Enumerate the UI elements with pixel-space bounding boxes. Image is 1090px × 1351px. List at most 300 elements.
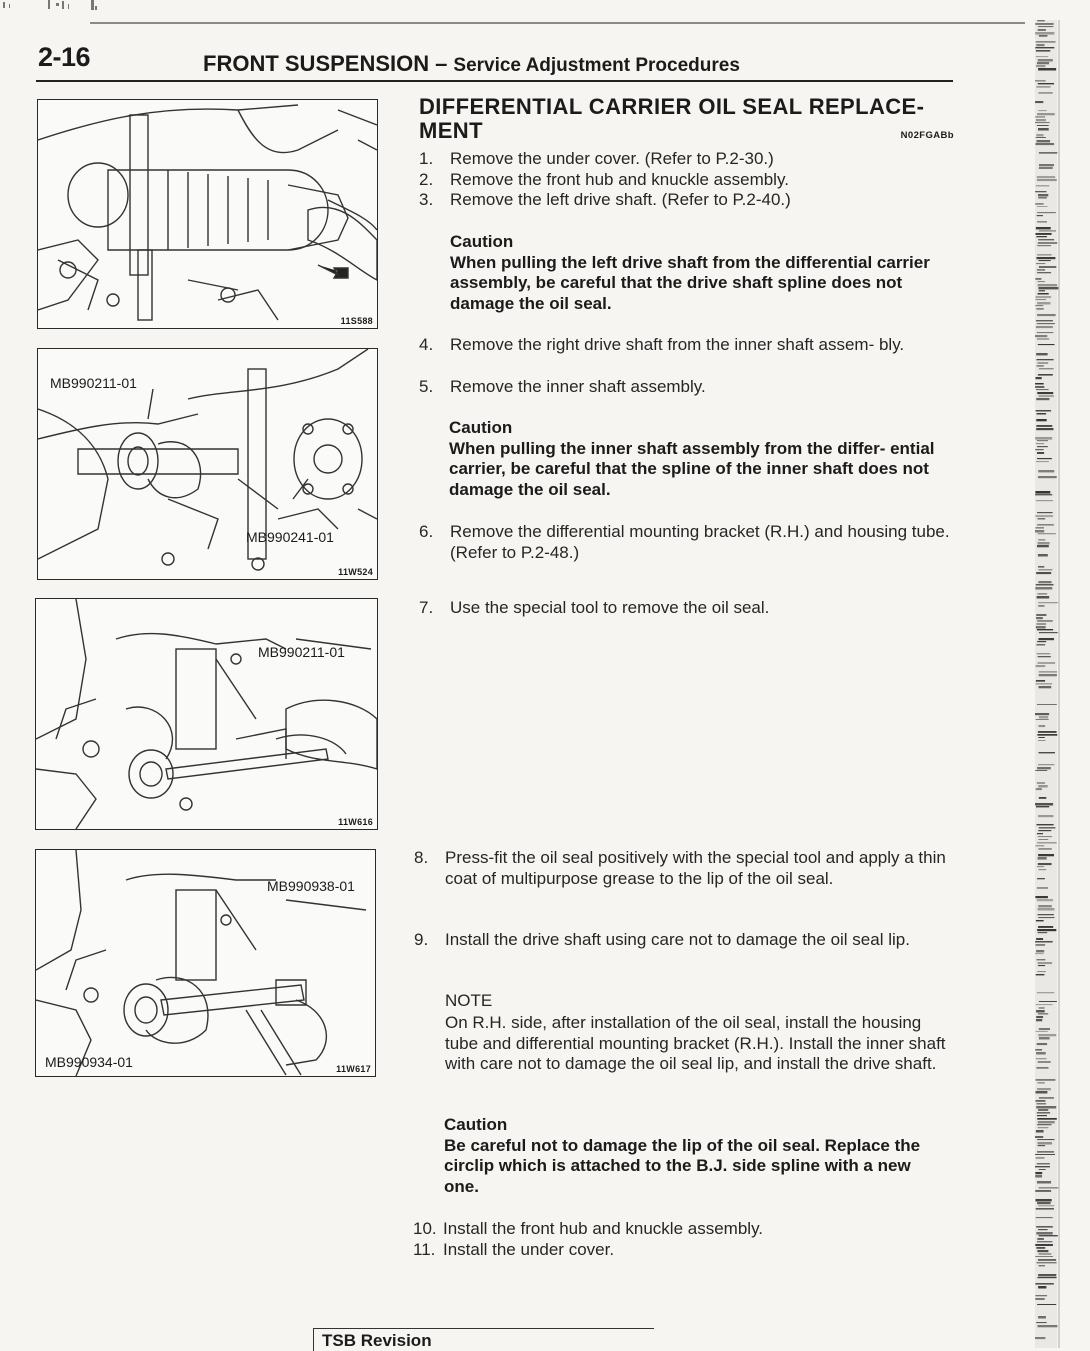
- scan-stripe: [1036, 944, 1046, 946]
- scan-stripe: [1037, 1151, 1054, 1153]
- step-number: 1.: [419, 149, 434, 168]
- figure-code: 11W616: [338, 817, 373, 827]
- figure-oil-seal-installation: [35, 849, 376, 1077]
- step-number: 2.: [419, 170, 434, 189]
- scan-stripe: [1038, 59, 1053, 62]
- figure-code: 11W524: [338, 567, 373, 577]
- scan-stripe: [1037, 413, 1047, 415]
- scan-stripe: [1036, 461, 1049, 462]
- scan-stripe: [1037, 992, 1054, 993]
- scan-stripe: [1036, 377, 1042, 379]
- scan-stripe: [1037, 620, 1053, 622]
- scan-stripe: [1037, 833, 1043, 834]
- scan-stripe: [1036, 683, 1053, 685]
- scan-stripe: [1038, 764, 1054, 765]
- scan-stripe: [1035, 530, 1044, 533]
- scan-stripe: [1037, 704, 1057, 705]
- caution-text: Be careful not to damage the lip of the oil seal. Replace the circlip which is attached to the B.J. side spline with a new one.: [444, 1135, 921, 1196]
- step-text: Remove the left drive shaft. (Refer to P.2-40.): [450, 190, 791, 209]
- scan-stripe: [1036, 398, 1049, 400]
- scan-stripe: [1037, 842, 1057, 844]
- scan-stripe: [1039, 395, 1054, 397]
- scan-stripe: [1038, 1121, 1055, 1123]
- scan-stripe: [1036, 1031, 1048, 1032]
- step-item: [419, 598, 953, 619]
- scan-stripe: [1036, 86, 1050, 88]
- scan-stripe: [1036, 626, 1046, 629]
- scan-stripe: [1037, 206, 1048, 207]
- page-number: 2-16: [38, 42, 91, 72]
- scan-stripe: [1038, 539, 1045, 541]
- scan-stripe: [1038, 815, 1053, 817]
- scan-stripe: [1036, 500, 1053, 501]
- page-header: [203, 51, 740, 77]
- scan-stripe: [1037, 272, 1051, 273]
- step-text: Install the under cover.: [443, 1240, 615, 1259]
- scan-stripe: [1039, 1169, 1046, 1170]
- scan-stripe: [1035, 449, 1043, 450]
- figure-drive-shaft-removal: [37, 99, 378, 329]
- scan-stripe: [1037, 269, 1045, 271]
- scan-stripe: [1036, 644, 1045, 646]
- scan-stripe: [1038, 476, 1057, 478]
- scan-stripe: [1038, 110, 1046, 111]
- scan-stripe: [1035, 305, 1043, 306]
- scan-stripe: [1036, 44, 1044, 46]
- scan-stripe: [1035, 335, 1047, 337]
- scan-stripe: [1036, 938, 1043, 940]
- scan-stripe: [1035, 1175, 1042, 1178]
- scan-stripe: [1036, 119, 1046, 121]
- scan-stripe: [1039, 686, 1052, 688]
- scan-stripe: [1038, 602, 1058, 603]
- scan-stripe: [1038, 962, 1053, 964]
- tool-label-mb990938: MB990938-01: [267, 878, 355, 894]
- scan-stripe: [1035, 386, 1044, 388]
- scan-stripe: [1037, 362, 1048, 364]
- scan-stripe: [1036, 1157, 1045, 1159]
- scan-stripe: [1036, 227, 1051, 229]
- scan-stripe: [1039, 674, 1057, 676]
- scan-stripe: [1038, 194, 1048, 197]
- scan-stripe: [1039, 827, 1056, 829]
- scan-stripe: [1036, 320, 1053, 321]
- caution-title: Caution: [449, 418, 513, 437]
- scan-stripe: [1038, 905, 1052, 907]
- figure-code: 11W617: [336, 1064, 371, 1074]
- scan-stripe: [1038, 965, 1045, 966]
- scan-stripe: [1035, 23, 1053, 25]
- scan-stripe: [1036, 1019, 1042, 1021]
- scan-stripe: [1038, 863, 1052, 865]
- scan-stripe: [1037, 392, 1053, 394]
- scan-stripe: [1037, 446, 1048, 447]
- scan-stripe: [1037, 452, 1044, 454]
- scan-stripe: [1037, 971, 1046, 972]
- scan-stripe: [1039, 1001, 1057, 1002]
- scan-stripe: [1038, 239, 1054, 240]
- scan-stripe: [1036, 236, 1047, 237]
- scan-stripe: [1038, 854, 1054, 856]
- scan-stripe: [1039, 1253, 1052, 1255]
- step-item: [419, 377, 953, 398]
- scan-stripe: [1037, 1262, 1057, 1263]
- scan-stripe: [1035, 1256, 1053, 1257]
- caution-text: When pulling the left drive shaft from the differential carrier assembly, be careful that the drive shaft spline does not damage the oil seal.: [450, 252, 930, 313]
- scan-stripe: [1039, 92, 1053, 94]
- scan-stripe: [1037, 338, 1049, 340]
- step-number: 5.: [419, 377, 434, 396]
- tool-label-mb990241: MB990241-01: [246, 529, 334, 545]
- drive-shaft-illustration: [38, 100, 377, 328]
- scan-stripe: [1038, 914, 1054, 915]
- scan-stripe: [1035, 1298, 1044, 1300]
- scan-stripe: [1037, 653, 1051, 654]
- scan-stripe: [1037, 254, 1052, 256]
- figure-oil-seal-removal: [35, 598, 378, 830]
- scan-stripe: [1036, 1232, 1052, 1235]
- scan-stripe: [1038, 848, 1051, 850]
- scan-stripe: [1038, 1061, 1051, 1063]
- scan-stripe: [1037, 1250, 1048, 1252]
- scan-stripe: [1037, 524, 1054, 526]
- scan-stripe: [1037, 1139, 1054, 1140]
- scan-stripe: [1038, 1286, 1046, 1289]
- scan-stripe: [1039, 164, 1054, 166]
- scan-stripe: [1036, 65, 1045, 67]
- scan-stripe: [1037, 125, 1049, 126]
- scan-stripe: [1036, 425, 1052, 427]
- scan-stripe: [1038, 605, 1044, 607]
- scan-stripe: [1037, 221, 1047, 223]
- scan-stripe: [1038, 533, 1056, 534]
- step-item: [419, 335, 953, 356]
- scan-stripe: [1037, 257, 1056, 259]
- scan-stripe: [1035, 494, 1052, 495]
- scan-stripe: [1035, 1154, 1055, 1155]
- scan-stripe: [1035, 122, 1050, 123]
- caution-title: Caution: [450, 232, 514, 251]
- scan-stripe: [1036, 584, 1054, 586]
- step-text: Remove the front hub and knuckle assembly.: [450, 170, 789, 189]
- step-number: 8.: [414, 848, 429, 867]
- scan-stripe: [1038, 284, 1058, 286]
- scan-stripe: [1037, 623, 1047, 625]
- step-item: [419, 522, 953, 563]
- scan-stripe: [1038, 836, 1052, 837]
- scan-stripe: [1037, 641, 1046, 642]
- scan-stripe: [1037, 887, 1048, 889]
- step-number: 3.: [419, 190, 434, 209]
- section-subtitle: Service Adjustment Procedures: [453, 55, 740, 76]
- scan-stripe: [1035, 491, 1050, 494]
- scan-stripe: [1036, 950, 1044, 952]
- step-text: Install the drive shaft using care not to damage the oil seal lip.: [445, 930, 910, 949]
- scan-stripe: [1035, 1337, 1045, 1339]
- scan-stripe: [1039, 1265, 1045, 1266]
- scan-stripe: [1035, 1295, 1047, 1296]
- tsb-revision-label: TSB Revision: [322, 1331, 432, 1350]
- step-text: Remove the differential mounting bracket (R.H.) and housing tube. (Refer to P.2-48.): [450, 522, 950, 562]
- scan-stripe: [1035, 1283, 1053, 1285]
- scan-stripe: [1037, 314, 1056, 316]
- step-number: 10.: [413, 1219, 437, 1238]
- scan-stripe: [1037, 1112, 1050, 1114]
- scan-stripe: [1037, 929, 1056, 931]
- scan-stripe: [1037, 782, 1045, 784]
- scan-stripe: [1035, 713, 1049, 715]
- scan-stripe: [1035, 803, 1053, 806]
- scan-stripe: [1039, 230, 1056, 232]
- chapter-title: FRONT SUSPENSION: [203, 51, 430, 76]
- header-separator: –: [435, 51, 448, 76]
- scan-stripe: [1038, 1316, 1046, 1319]
- scan-stripe: [1037, 1124, 1051, 1125]
- scan-stripe: [1036, 1208, 1054, 1210]
- scan-stripe: [1038, 662, 1056, 664]
- scan-stripe: [1036, 665, 1046, 667]
- scan-stripe: [1035, 203, 1043, 205]
- scan-stripe: [1035, 101, 1043, 103]
- scan-edge-strip: [1035, 20, 1090, 1348]
- scan-stripe: [1036, 845, 1045, 847]
- step-number: 7.: [419, 598, 434, 617]
- scan-stripe: [1036, 1100, 1046, 1102]
- scan-stripe: [1037, 512, 1053, 513]
- scan-stripe: [1038, 1274, 1056, 1276]
- scan-stripe: [1038, 197, 1047, 199]
- scan-stripe: [1035, 1136, 1043, 1138]
- scan-stripe: [1038, 1013, 1048, 1015]
- step-item: [414, 930, 948, 951]
- scan-stripe: [1039, 671, 1057, 673]
- step-text: Use the special tool to remove the oil seal.: [450, 598, 770, 617]
- scan-stripe: [1036, 1004, 1053, 1005]
- scan-stripe: [1038, 593, 1048, 595]
- figure-code: 11S588: [340, 316, 373, 326]
- scan-stripe: [1035, 1190, 1051, 1192]
- scan-stripe: [1036, 41, 1056, 43]
- scan-stripe: [1038, 68, 1056, 71]
- scan-stripe: [1036, 428, 1053, 430]
- scan-stripe: [1036, 296, 1052, 298]
- note-text: On R.H. side, after installation of the oil seal, install the housing tube and differential mounting bracket (R.H.). Install the inner shaft with care not to damage the oil seal lip, and install the drive shaft.: [445, 1013, 946, 1073]
- caution-block: [444, 1115, 948, 1197]
- scan-stripe: [1035, 278, 1041, 280]
- scan-stripe: [1038, 1259, 1056, 1261]
- scan-stripe: [1039, 1007, 1045, 1009]
- tool-label-mb990211: MB990211-01: [50, 375, 137, 391]
- scan-stripe: [1038, 908, 1055, 911]
- step-text: Install the front hub and knuckle assembly.: [443, 1219, 764, 1238]
- scan-stripe: [1039, 797, 1047, 799]
- scan-stripe: [1039, 632, 1058, 633]
- scan-stripe: [1038, 839, 1048, 840]
- scan-stripe: [1036, 680, 1045, 682]
- scan-stripe: [1036, 1067, 1048, 1069]
- scan-stripe: [1038, 656, 1051, 657]
- scan-stripe: [1035, 587, 1052, 590]
- scan-stripe: [1038, 242, 1058, 244]
- scan-stripe: [1038, 926, 1053, 928]
- scan-stripe: [1038, 830, 1051, 831]
- scan-stripe: [1036, 443, 1044, 444]
- tool-label-mb990934: MB990934-01: [45, 1054, 133, 1070]
- scan-stripe: [1038, 581, 1051, 583]
- scan-stripe: [1036, 185, 1049, 187]
- scan-stripe: [1037, 62, 1049, 64]
- scan-stripe: [1036, 410, 1051, 412]
- step-text: Remove the right drive shaft from the inner shaft assem- bly.: [450, 335, 905, 354]
- section-code: N02FGABb: [900, 130, 954, 141]
- scan-stripe: [1036, 920, 1044, 921]
- scan-stripe: [1036, 515, 1053, 517]
- scan-stripe: [1038, 554, 1048, 557]
- scan-stripe: [1036, 1010, 1045, 1013]
- scan-stripe: [1039, 35, 1048, 37]
- scan-stripe: [1037, 179, 1057, 181]
- caution-text: When pulling the inner shaft assembly from the differ- ential carrier, be careful that the spline of the inner shaft does not damage the oil seal.: [449, 438, 935, 499]
- scan-stripe: [1035, 770, 1047, 771]
- scan-stripe: [1039, 167, 1053, 169]
- scan-stripe: [1039, 152, 1057, 154]
- scan-stripe: [1036, 326, 1053, 328]
- scan-stripe: [1037, 1163, 1050, 1165]
- scan-stripe: [1036, 56, 1048, 57]
- step-item: [414, 848, 948, 889]
- scan-stripe: [1039, 752, 1056, 753]
- scan-stripe: [1036, 617, 1043, 619]
- scan-stripe: [1035, 1172, 1042, 1174]
- scan-stripe: [1036, 353, 1047, 355]
- scan-stripe: [1038, 1205, 1054, 1206]
- scan-stripe: [1035, 47, 1054, 48]
- scan-stripe: [1038, 932, 1048, 933]
- scan-stripe: [1036, 389, 1049, 390]
- scan-stripe: [1036, 1217, 1053, 1218]
- scan-stripe: [1038, 470, 1054, 472]
- scan-stripe: [1035, 383, 1044, 385]
- scan-stripe: [1036, 299, 1047, 300]
- scan-stripe: [1037, 899, 1053, 901]
- scan-stripe: [1039, 1187, 1059, 1189]
- scan-stripe: [1038, 287, 1058, 289]
- scan-stripe: [1036, 1079, 1056, 1081]
- scan-stripe: [1038, 1109, 1048, 1111]
- scan-stripe: [1037, 545, 1049, 547]
- scan-stripe: [1037, 113, 1055, 115]
- scan-stripe: [1037, 440, 1048, 441]
- scan-stripe: [1037, 1238, 1044, 1240]
- scan-stripe: [1037, 20, 1045, 21]
- figure-inner-shaft-removal: [37, 348, 378, 580]
- section-heading-line2: MENT: [419, 118, 483, 143]
- scan-stripe: [1037, 878, 1045, 879]
- scan-stripe: [1037, 824, 1054, 825]
- scan-stripe: [1038, 344, 1055, 345]
- scan-stripe: [1038, 293, 1049, 295]
- scan-stripe: [1039, 725, 1046, 727]
- scan-stripe: [1038, 857, 1047, 860]
- scan-stripe: [1036, 719, 1049, 720]
- scan-stripe: [1036, 1016, 1043, 1018]
- header-rule: [36, 80, 953, 82]
- scan-stripe: [1039, 1097, 1054, 1099]
- scan-stripe: [1037, 215, 1043, 216]
- scan-stripe: [1036, 137, 1046, 138]
- scan-stripe: [1037, 140, 1051, 142]
- scan-stripe: [1038, 785, 1047, 788]
- scan-stripe: [1035, 896, 1048, 898]
- scan-stripe: [1037, 458, 1052, 459]
- scan-stripe: [1038, 737, 1044, 738]
- scan-specks: [0, 0, 110, 30]
- scan-stripe: [1037, 767, 1051, 769]
- step-item: [419, 170, 879, 191]
- scan-stripe: [1038, 128, 1049, 131]
- scan-stripe: [1038, 26, 1053, 27]
- tool-label-mb990211: MB990211-01: [258, 644, 345, 660]
- scan-stripe: [1035, 941, 1053, 943]
- step-text: Remove the under cover. (Refer to P.2-30.): [450, 149, 774, 168]
- scan-stripe: [1038, 740, 1046, 741]
- scan-stripe: [1036, 263, 1045, 264]
- scan-stripe: [1037, 866, 1044, 867]
- scan-stripe: [1036, 1322, 1046, 1323]
- scan-stripe: [1036, 806, 1049, 807]
- scan-stripe: [1035, 1244, 1053, 1246]
- scan-stripe: [1038, 29, 1046, 31]
- caution-block: [449, 418, 953, 500]
- scan-stripe: [1035, 953, 1044, 954]
- scan-stripe: [1036, 1130, 1044, 1133]
- scan-stripe: [1038, 731, 1057, 733]
- scan-stripe: [1037, 1043, 1047, 1045]
- scan-stripe: [1038, 1325, 1058, 1327]
- step-number: 6.: [419, 522, 434, 541]
- scan-stripe: [1037, 212, 1056, 213]
- scan-stripe: [1039, 266, 1056, 268]
- caution-block: [450, 232, 952, 314]
- scan-stripe: [1036, 614, 1046, 616]
- scan-stripe: [1035, 437, 1052, 440]
- scan-stripe: [1035, 80, 1046, 82]
- step-item: [413, 1240, 947, 1261]
- scan-stripe: [1037, 1103, 1047, 1105]
- scan-stripe: [1036, 1052, 1046, 1055]
- scan-stripe: [1037, 359, 1054, 360]
- section-heading: [419, 95, 954, 148]
- scan-stripe: [1038, 374, 1053, 376]
- scan-stripe: [1035, 116, 1045, 118]
- scan-stripe: [1038, 1229, 1048, 1230]
- scan-stripe: [1037, 1088, 1051, 1090]
- scan-stripe: [1036, 788, 1042, 790]
- scan-stripe: [1038, 569, 1052, 571]
- scan-stripe: [1037, 365, 1044, 367]
- scan-stripe: [1036, 1247, 1045, 1249]
- top-scan-rule: [90, 22, 1025, 24]
- scan-stripe: [1038, 1082, 1045, 1084]
- scan-stripe: [1036, 143, 1055, 145]
- scan-stripe: [1036, 572, 1051, 574]
- scan-stripe: [1036, 1091, 1048, 1094]
- scan-stripe: [1037, 332, 1054, 333]
- scan-stripe: [1035, 32, 1054, 35]
- step-item: [413, 1219, 947, 1240]
- caution-title: Caution: [444, 1115, 508, 1134]
- scan-stripe: [1036, 1199, 1052, 1202]
